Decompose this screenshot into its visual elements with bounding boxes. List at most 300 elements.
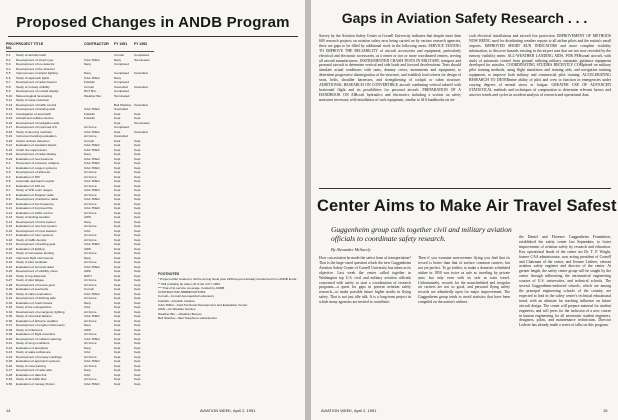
cell-project-title: Study of cabin evacuation	[16, 291, 52, 296]
cell-fy1951: Completed	[114, 89, 129, 93]
cell-contractor: CAA	[84, 350, 91, 354]
article-headline: Center Aims to Make Air Travel Safest	[317, 197, 617, 215]
cell-proj-no: 6-13	[6, 215, 13, 219]
cell-fy1951: Kept	[114, 237, 121, 242]
cell-fy1951: Kept	[114, 129, 121, 134]
cell-proj-no: 6-20	[6, 246, 13, 251]
cell-fy1952: Kept	[134, 116, 141, 120]
cell-fy1952: Cancelled	[134, 71, 148, 75]
cell-proj-no: 5-16	[6, 120, 13, 125]
cell-fy1952: Kept	[134, 165, 141, 170]
cell-fy1952: Kept	[134, 246, 141, 251]
cell-proj-no: 5-19	[6, 134, 13, 138]
cell-contractor: Air Force	[84, 210, 97, 215]
cell-contractor: Navy	[84, 71, 92, 75]
cell-fy1951: Cancelled	[114, 107, 128, 111]
cell-fy1951: Kept	[114, 219, 121, 224]
cell-fy1952: Kept	[134, 152, 141, 156]
cell-project-title: Development of emergency lighting	[16, 309, 65, 314]
cell-contractor: Air Force	[84, 233, 97, 237]
cell-project-title: Development of altimeter	[16, 170, 51, 174]
cell-proj-no: 6-12	[6, 210, 13, 215]
cell-fy1951: Kept	[114, 174, 121, 179]
cell-contractor: Air Force	[84, 318, 97, 323]
cell-proj-no: 6-38	[6, 327, 13, 332]
cell-fy1952: Kept	[134, 314, 141, 318]
cell-fy1951: Kept	[114, 291, 121, 296]
footnote: AWS—Air Weather Service	[158, 307, 196, 312]
cell-contractor: Navy	[84, 219, 92, 224]
cell-contractor: Air Force	[84, 377, 97, 381]
cell-fy1952: Kept	[134, 377, 141, 381]
cell-fy1952: Kept	[134, 336, 141, 341]
page-number: 14	[6, 408, 11, 413]
cell-contractor: CAA-TDEC	[84, 143, 100, 147]
footnote: ** Will probably be taken off of list of FY 1952.	[158, 281, 221, 286]
gaps-column-left: Survey by the Aviation Safety Center at Cornell University indicates that despite more than 600 research projects on aviation safety now being carried on by various research agencies, there are gaps to be filled by additional work in the following areas: SERVICE TESTING TO IMPROVE THE RELIABILITY of aircraft accessories and equipment, particularly electrical and electronic accessories, at a center or two or more coordinated centers, serving all aircraft manufacturers. INSTRUMENTED CRASH TESTS IN MILITARY, transport and personal aircraft to determine vertical and side loads and forward decelerations. Tests should simulate actual conditions with seats, dummy crews, instruments and equipment, to determine progressive disintegration of the structure, and establish load criteria for design of seats, belts, shoulder harnesses, and strengthening of cockpit or cabin structure. ADDITIONAL RESEARCH ON CONVERTIBLE aircraft combining vertical takeoff with horizontal flight and its possibilities for personal aircraft. PREPARATION OF A HANDBOOK ON AIRcraft hydraulics and electronics including a section on safety measures necessary with installation of such equipment, similar to AIA handbooks on air-	[319, 34, 461, 102]
cell-proj-no: 6-15	[6, 224, 13, 228]
cell-proj-no: 6-46	[6, 363, 13, 368]
cell-contractor: Navy	[84, 152, 92, 156]
cell-fy1951: Kept	[114, 269, 121, 273]
cell-contractor: AWS	[84, 327, 91, 332]
article-column-3: the Daniel and Florence Guggenheim Foundation, established the safety center last September, to foster improvement of aviation safety by research and education. Key operational heads of the center are Dr. T. P. Wright, former CAA administrator, now acting president of Cornell and Chairman of the center, and Jerome Lederer, veteran aviation safety engineer and director of the center. At greater length, the safety center group will be sought by the center through influencing the aeronautical engineering courses of U.S. universities, and technical schools. The several Guggenheim-endowed schools, which are among the principal engineering schools of the country, are expected to lead in the safety center's technical educational trend, with an ultimate far reaching influence on future aircraft design. The center will prepare material for student engineers, and will press for the inclusion of a new course in human engineering for all aeronautic student engineers, designers, pilots, and maintenance technicians. Director Lederer has already made a series of talks on this program.	[519, 235, 611, 328]
cell-project-title: Evaluation of airborne weather	[16, 318, 58, 323]
cell-proj-no: 6-9	[6, 197, 11, 201]
cell-proj-no: 5-24	[6, 156, 13, 161]
cell-project-title: Evaluation of 100 mc	[16, 183, 45, 188]
cell-fy1951: Completed	[114, 62, 129, 66]
cell-fy1952: Kept	[134, 291, 141, 296]
cell-fy1952: Kept	[134, 341, 141, 345]
cell-project-title: Development of visibility meter	[16, 269, 58, 273]
cell-project-title: Development of radar display	[16, 152, 57, 156]
cell-contractor: Air Force	[84, 134, 97, 138]
cell-fy1951: Cancelled	[114, 84, 128, 89]
cell-proj-no: 6-36	[6, 318, 13, 323]
cell-fy1951: Kept	[114, 363, 121, 368]
cell-proj-no: 6-48	[6, 372, 13, 377]
cell-proj-no: 6-34	[6, 309, 13, 314]
cell-fy1951: Navy	[114, 75, 122, 80]
cell-fy1951: Kept	[114, 179, 121, 183]
cell-project-title: Study of VHF omni ranges	[16, 188, 53, 192]
cell-fy1951: Kept	[114, 300, 121, 305]
cell-project-title: Development of radar beacon	[16, 80, 57, 84]
cell-contractor: CAA-TDEC	[84, 147, 100, 152]
cell-proj-no: 6-42	[6, 345, 13, 350]
cell-fy1952: Kept	[134, 269, 141, 273]
cell-proj-no: 6-2	[6, 165, 11, 170]
cell-fy1952: Kept	[134, 111, 141, 116]
cell-project-title: Study of traffic density	[16, 237, 47, 242]
cell-project-title: Evaluation of flight recorders	[16, 332, 56, 336]
header-project-title: PROJECT TITLE	[16, 42, 44, 46]
cell-contractor: CAA-TDEC	[84, 156, 100, 161]
cell-proj-no: 6-47	[6, 368, 13, 372]
cell-proj-no: 6-50	[6, 381, 13, 386]
cell-proj-no: 5-14	[6, 111, 13, 116]
cell-proj-no: 6-27	[6, 278, 13, 282]
cell-fy1951: Cancelled	[114, 134, 128, 138]
cell-project-title: Improvement of airport lighting	[16, 71, 58, 75]
footnote: CAA-TDEC—CAA Technical Development and Evaluation Center	[158, 303, 248, 308]
cell-proj-no: 5-23	[6, 152, 13, 156]
header-proj-no: PROJ NO.	[6, 42, 16, 50]
cell-project-title: Evaluation of seat belts	[16, 287, 48, 291]
cell-fy1951: Kept	[114, 170, 121, 174]
cell-contractor: CAA-TDEC	[84, 129, 100, 134]
cell-proj-no: 6-41	[6, 341, 13, 345]
cell-project-title: Investigation of automatic	[16, 111, 52, 116]
cell-project-title: Development of ditching aids	[16, 296, 56, 300]
cell-fy1951: Kept	[114, 228, 121, 233]
cell-fy1952: Kept	[134, 233, 141, 237]
cell-contractor: Air Force	[84, 363, 97, 368]
cell-contractor: AWS	[84, 246, 91, 251]
cell-fy1951: Kept	[114, 251, 121, 255]
cell-project-title: Study of approach lights	[16, 75, 50, 80]
cell-proj-no: 6-39	[6, 332, 13, 336]
cell-fy1951: Kept	[114, 377, 121, 381]
cell-fy1952: Kept	[134, 147, 141, 152]
cell-proj-no: 5-6	[6, 75, 11, 80]
cell-proj-no: 6-25	[6, 269, 13, 273]
cell-project-title: Evaluation of IFR	[16, 174, 40, 179]
cell-fy1952: Kept	[134, 323, 141, 327]
cell-fy1951: Kept	[114, 188, 121, 192]
page-footer: AVIATION WEEK, April 2, 1951	[321, 408, 377, 413]
cell-project-title: Development of navigation aids	[16, 120, 60, 125]
cell-project-title: Evaluation of approach systems	[16, 359, 60, 363]
cell-contractor: Cornell	[84, 138, 94, 143]
cell-proj-no: 5-9	[6, 89, 11, 93]
cell-fy1951: Kept	[114, 210, 121, 215]
cell-fy1952: Kept	[134, 354, 141, 359]
cell-fy1951: Kept	[114, 152, 121, 156]
cell-proj-no: 6-30	[6, 291, 13, 296]
cell-fy1952: Kept	[134, 282, 141, 287]
article-column-1: How can aviation be made the safest form of transportation? That is the large-sized question which the new Guggenheim Aviation Safety Center of Cornell University has taken as its objective. Last week the center called together in Washington top U.S. civil and military aviation officials concerned with safety to start a coordination of research programs—a quest for gaps in present aviation safety research—to make possible future higher marks in flying safety. That is not just idle talk. It is a long-term project in which many agencies are invited to contribute.	[319, 256, 411, 305]
cell-proj-no: 6-45	[6, 359, 13, 363]
cell-contractor: CAA	[84, 372, 91, 377]
cell-contractor: CAA-TDEC	[84, 75, 100, 80]
cell-project-title: Aircraft anti-collision device	[16, 116, 54, 120]
cell-fy1952: Kept	[134, 345, 141, 350]
cell-proj-no: 5-18	[6, 129, 13, 134]
cell-proj-no: 5-13	[6, 107, 13, 111]
cell-proj-no: 6-32	[6, 300, 13, 305]
cell-contractor: Franklin	[84, 116, 96, 120]
cell-proj-no: 6-21	[6, 251, 13, 255]
page-number: 15	[603, 408, 608, 413]
cell-fy1951: Kept	[114, 260, 121, 264]
cell-fy1952: Kept	[134, 215, 141, 219]
cell-proj-no: 5-22	[6, 147, 13, 152]
byline: By Alexander McSurely	[331, 247, 371, 252]
cell-contractor: Navy	[84, 345, 92, 350]
cell-fy1951: Kept	[114, 264, 121, 269]
cell-contractor: Air Force	[84, 341, 97, 345]
cell-project-title: Evaluation of crash locator	[16, 300, 53, 305]
cell-project-title: Instrument landing evaluation	[16, 134, 57, 138]
cell-proj-no: 6-10	[6, 201, 13, 206]
cell-fy1951: Kept	[114, 305, 121, 309]
cell-contractor: Air Force	[84, 260, 97, 264]
cell-contractor: Air Force	[84, 125, 97, 129]
title-rule	[8, 36, 298, 37]
cell-fy1952: Kept	[134, 251, 141, 255]
cell-contractor: CAA-TDEC	[84, 188, 100, 192]
cell-fy1951: Kept	[114, 192, 121, 197]
table-header	[6, 42, 154, 52]
cell-fy1951: Completed	[114, 125, 129, 129]
cell-project-title: Study of aircraft crash	[16, 53, 47, 57]
cell-project-title: Study of fire extinguishers	[16, 305, 52, 309]
cell-project-title: Crash fire suppression	[16, 147, 47, 152]
cell-project-title: Study of air traffic flow	[16, 377, 47, 381]
cell-contractor: Navy	[84, 255, 92, 260]
footnote: *** Trial of tri-service coverage, funded by ANDB.	[158, 285, 226, 290]
cell-fy1952: Kept	[134, 228, 141, 233]
cell-contractor: Franklin	[84, 80, 96, 84]
cell-fy1952: Kept	[134, 300, 141, 305]
cell-contractor: CAA-TDEC	[84, 336, 100, 341]
cell-fy1952: Kept	[134, 201, 141, 206]
cell-contractor: Air Force	[84, 170, 97, 174]
cell-project-title: Development of landing aids	[16, 107, 56, 111]
cell-fy1952: Kept	[134, 156, 141, 161]
cell-proj-no: 6-28	[6, 282, 13, 287]
footnote: Cornell—Cornell Aeronautical Laboratory	[158, 294, 215, 299]
cell-proj-no: 6-1	[6, 161, 11, 165]
cell-fy1951: Kept	[114, 368, 121, 372]
cell-project-title: Study of de-icing methods	[16, 129, 52, 134]
table-row	[6, 382, 154, 387]
cell-fy1951: Kept	[114, 323, 121, 327]
cell-fy1951: Kept	[114, 350, 121, 354]
cell-project-title: Development of landing gear	[16, 242, 56, 246]
cell-contractor: Air Force	[84, 237, 97, 242]
cell-project-title: Evaluation of new fuel system	[16, 224, 57, 228]
cell-fy1951: Kept	[114, 197, 121, 201]
cell-fy1952: Kept	[134, 372, 141, 377]
cell-contractor: Air Force	[84, 282, 97, 287]
cell-project-title: Evaluation of runway friction	[16, 381, 55, 386]
cell-fy1952: Kept	[134, 359, 141, 363]
cell-fy1951: Kept	[114, 278, 121, 282]
cell-proj-no: 6-49	[6, 377, 13, 381]
cell-proj-no: 6-5	[6, 179, 11, 183]
cell-proj-no: 6-19	[6, 242, 13, 246]
cell-project-title: Evaluation of autopilots	[16, 345, 48, 350]
cell-contractor: CAA-TDEC	[84, 381, 100, 386]
cell-fy1952: Kept	[134, 287, 141, 291]
cell-fy1952: Kept	[134, 237, 141, 242]
cell-proj-no: 6-37	[6, 323, 13, 327]
cell-proj-no: 5-1	[6, 53, 11, 57]
cell-fy1952: Kept	[134, 174, 141, 179]
cell-proj-no: 5-5	[6, 71, 11, 75]
cell-contractor: Air Force	[84, 354, 97, 359]
cell-fy1952: Kept	[134, 183, 141, 188]
cell-fy1952: Kept	[134, 192, 141, 197]
cell-fy1951: Kept	[114, 116, 121, 120]
cell-fy1952: Kept	[134, 255, 141, 260]
cell-fy1951: Cornell	[114, 53, 124, 57]
cell-fy1952: Cancelled	[134, 129, 148, 134]
cell-project-title: Improved flight instruments	[16, 255, 54, 260]
cell-project-title: Study of noise reduction	[16, 98, 50, 102]
cell-fy1952: Kept	[134, 327, 141, 332]
cell-contractor: Cornell	[84, 84, 94, 89]
cell-proj-no: 6-33	[6, 305, 13, 309]
cell-fy1951: Kept	[114, 282, 121, 287]
cell-fy1952: Terminated	[134, 120, 150, 125]
cell-proj-no: 6-4	[6, 174, 11, 179]
cell-fy1952: Kept	[134, 368, 141, 372]
cell-proj-no: 6-31	[6, 296, 13, 300]
cell-project-title: Development of improved ILS	[16, 125, 57, 129]
cell-fy1951: Kept	[114, 224, 121, 228]
cell-project-title: Development of engine instruments	[16, 323, 65, 327]
cell-fy1951: Kept	[114, 359, 121, 363]
cell-fy1951: Bell Sheldon	[114, 102, 132, 107]
cell-fy1951: Completed	[114, 80, 129, 84]
cell-contractor: Air Force	[84, 192, 97, 197]
cell-project-title: Study of pilot workload	[16, 260, 48, 264]
cell-contractor: Navy	[84, 300, 92, 305]
cell-project-title: Evaluation of lighting	[16, 246, 45, 251]
cell-contractor: NAVY	[84, 273, 93, 278]
cell-fy1951: Kept	[114, 242, 121, 246]
cell-contractor: CAA-TDEC	[84, 165, 100, 170]
cell-project-title: Development of GCA system	[16, 219, 56, 224]
cell-proj-no: 6-24	[6, 264, 13, 269]
cell-project-title: Study of runway visibility	[16, 84, 50, 89]
cell-project-title: Evaluation of rotor systems	[16, 233, 54, 237]
cell-proj-no: 6-11	[6, 206, 12, 210]
cell-proj-no: 5-15	[6, 116, 13, 120]
cell-fy1951: Terminated	[114, 93, 130, 98]
cell-fy1951: Kept	[114, 354, 121, 359]
cell-project-title: Evaluation of data link	[16, 372, 47, 377]
cell-contractor: Cornell	[84, 287, 94, 291]
cell-contractor: CAA-TDEC	[84, 242, 100, 246]
cell-fy1951: Kept	[114, 314, 121, 318]
cell-project-title: Evaluation of low frequency	[16, 201, 54, 206]
footnote: Bell Sheldon—Bell Telephone Laboratories	[158, 315, 217, 320]
cell-fy1952: Kept	[134, 188, 141, 192]
table-body	[6, 53, 154, 386]
cell-fy1951: Kept	[114, 273, 121, 278]
cell-contractor: AWS	[84, 269, 91, 273]
cell-project-title: Study of icing conditions	[16, 341, 50, 345]
cell-fy1952: Kept	[134, 138, 141, 143]
cell-project-title: Evaluation of improved fire	[16, 206, 53, 210]
cell-fy1952: Kept	[134, 309, 141, 314]
footnote: Franklin—Franklin Institute	[158, 298, 195, 303]
cell-fy1951: Kept	[114, 120, 121, 125]
cell-contractor: Air Force	[84, 309, 97, 314]
cell-fy1951: Kept	[114, 215, 121, 219]
cell-contractor: CAA-TDEC	[84, 57, 100, 62]
cell-proj-no: 6-16	[6, 228, 13, 233]
cell-contractor: CAA-TDEC	[84, 314, 100, 318]
footnote: Weather Bur.—Weather Bureau	[158, 311, 202, 316]
cell-project-title: Study of crew training	[16, 363, 46, 368]
cell-fy1951: Kept	[114, 233, 121, 237]
footnote: CONTRACTOR ABBREVIATIONS:	[158, 290, 207, 295]
cell-contractor: CAA-TDEC	[84, 197, 100, 201]
cell-proj-no: 6-22	[6, 255, 13, 260]
cell-contractor: CAA-TDEC	[84, 359, 100, 363]
cell-contractor: CAA-TDEC	[84, 107, 100, 111]
header-contractor: CONTRACTOR	[84, 42, 109, 46]
cell-fy1952: Kept	[134, 273, 141, 278]
cell-contractor: Weather Bur.	[84, 93, 102, 98]
cell-project-title: Prevention of pressure collapse	[16, 161, 60, 165]
cell-fy1952: Kept	[134, 224, 141, 228]
cell-contractor: CAA-TDEC	[84, 291, 100, 296]
cell-contractor: Air Force	[84, 251, 97, 255]
cell-fy1952: Cancelled	[134, 102, 148, 107]
cell-proj-no: 5-8	[6, 84, 11, 89]
cell-fy1952: Kept	[134, 278, 141, 282]
cell-fy1951: Kept	[114, 156, 121, 161]
cell-contractor: CAA-TDEC	[84, 161, 100, 165]
article-column-2: Then if you examine non-revenue flying you find that its record is better than that of surface common carriers, but not yet perfect. To go farther, to make a domestic scheduled airline in 1950 was twice as safe as traveling by private auto, but only even with its safe as train travel. Unfortunately, records for the nonscheduled and irregular air carriers are not so good, and personal flying safety records are admittedly open for major improvement. The Guggenheim group tends to avoid statistics that have been compiled on the nation's airlines.	[418, 256, 510, 305]
page-footer: AVIATION WEEK, April 2, 1951	[200, 408, 256, 413]
cell-proj-no: 6-7	[6, 188, 11, 192]
cell-fy1951: Kept	[114, 206, 121, 210]
cell-fy1952: Kept	[134, 264, 141, 269]
cell-project-title: Development of rescue gear	[16, 282, 55, 287]
cell-fy1952: Kept	[134, 332, 141, 336]
cell-proj-no: 6-18	[6, 237, 13, 242]
cell-fy1951: Navy	[114, 57, 122, 62]
cell-contractor: CAA-TDEC	[84, 179, 100, 183]
cell-proj-no: 5-2	[6, 57, 11, 62]
cell-fy1951: Kept	[114, 372, 121, 377]
gaps-column-right: craft electrical installations and aircraft fire protection. IMPROVEMENT OF METHODS NOW BEING used for distributing weather reports to all airline pilots and the nation's small airports. IMPROVED SHORT RUN INDICATORS and more complete visibility information, to discover hazards existing in the airport area that are not now revealed by the runway visibility meter. ALL-WEATHER LANDING AIDS, FOR PERsonal aircraft, with study of automatic control from ground, utilizing military automatic guidance equipment developed for missiles. COORDINATING STUDIES RECENTLY COMpleted on military pilot training methods, using flight simulators and training aids, and navigation training equipment, to improve both military and commercial pilot training. ACCELERATING RESEARCH TO DETERmine ability of pilot and crew to function in emergencies under varying degrees of mental stress or fatigue. GREATER USE OF ADVANCED STATISTICAL methods and techniques of computation to determine relevant factors and uncover trends and cycles in accident analysis of research and operational data.	[469, 34, 611, 97]
cell-fy1951: Kept	[114, 309, 121, 314]
cell-project-title: Meteorological forecasting	[16, 93, 53, 98]
cell-proj-no: 6-40	[6, 336, 13, 341]
cell-contractor: CAA	[84, 305, 91, 309]
cell-proj-no: 6-29	[6, 287, 13, 291]
cell-project-title: Development of cockpit display	[16, 89, 59, 93]
cell-proj-no: 5-20	[6, 138, 13, 143]
cell-fy1952: Kept	[134, 260, 141, 264]
cell-fy1952: Kept	[134, 318, 141, 323]
cell-fy1952: Cancelled	[134, 84, 148, 89]
cell-project-title: Airport surface detection	[16, 138, 50, 143]
cell-contractor: Air Force	[84, 332, 97, 336]
cell-project-title: Evaluation of traffic control	[16, 210, 53, 215]
cell-project-title: Development of crew stations	[16, 228, 57, 233]
cell-fy1952: Completed	[134, 53, 149, 57]
cell-fy1951: Kept	[114, 201, 121, 206]
section-rule	[319, 188, 611, 189]
cell-contractor: Navy	[84, 62, 92, 66]
cell-fy1952: Kept	[134, 242, 141, 246]
cell-proj-no: 6-26	[6, 273, 13, 278]
cell-fy1952: Kept	[134, 296, 141, 300]
cell-proj-no: 6-44	[6, 354, 13, 359]
cell-fy1951: Kept	[114, 138, 121, 143]
cell-fy1952: Terminated	[134, 57, 150, 62]
